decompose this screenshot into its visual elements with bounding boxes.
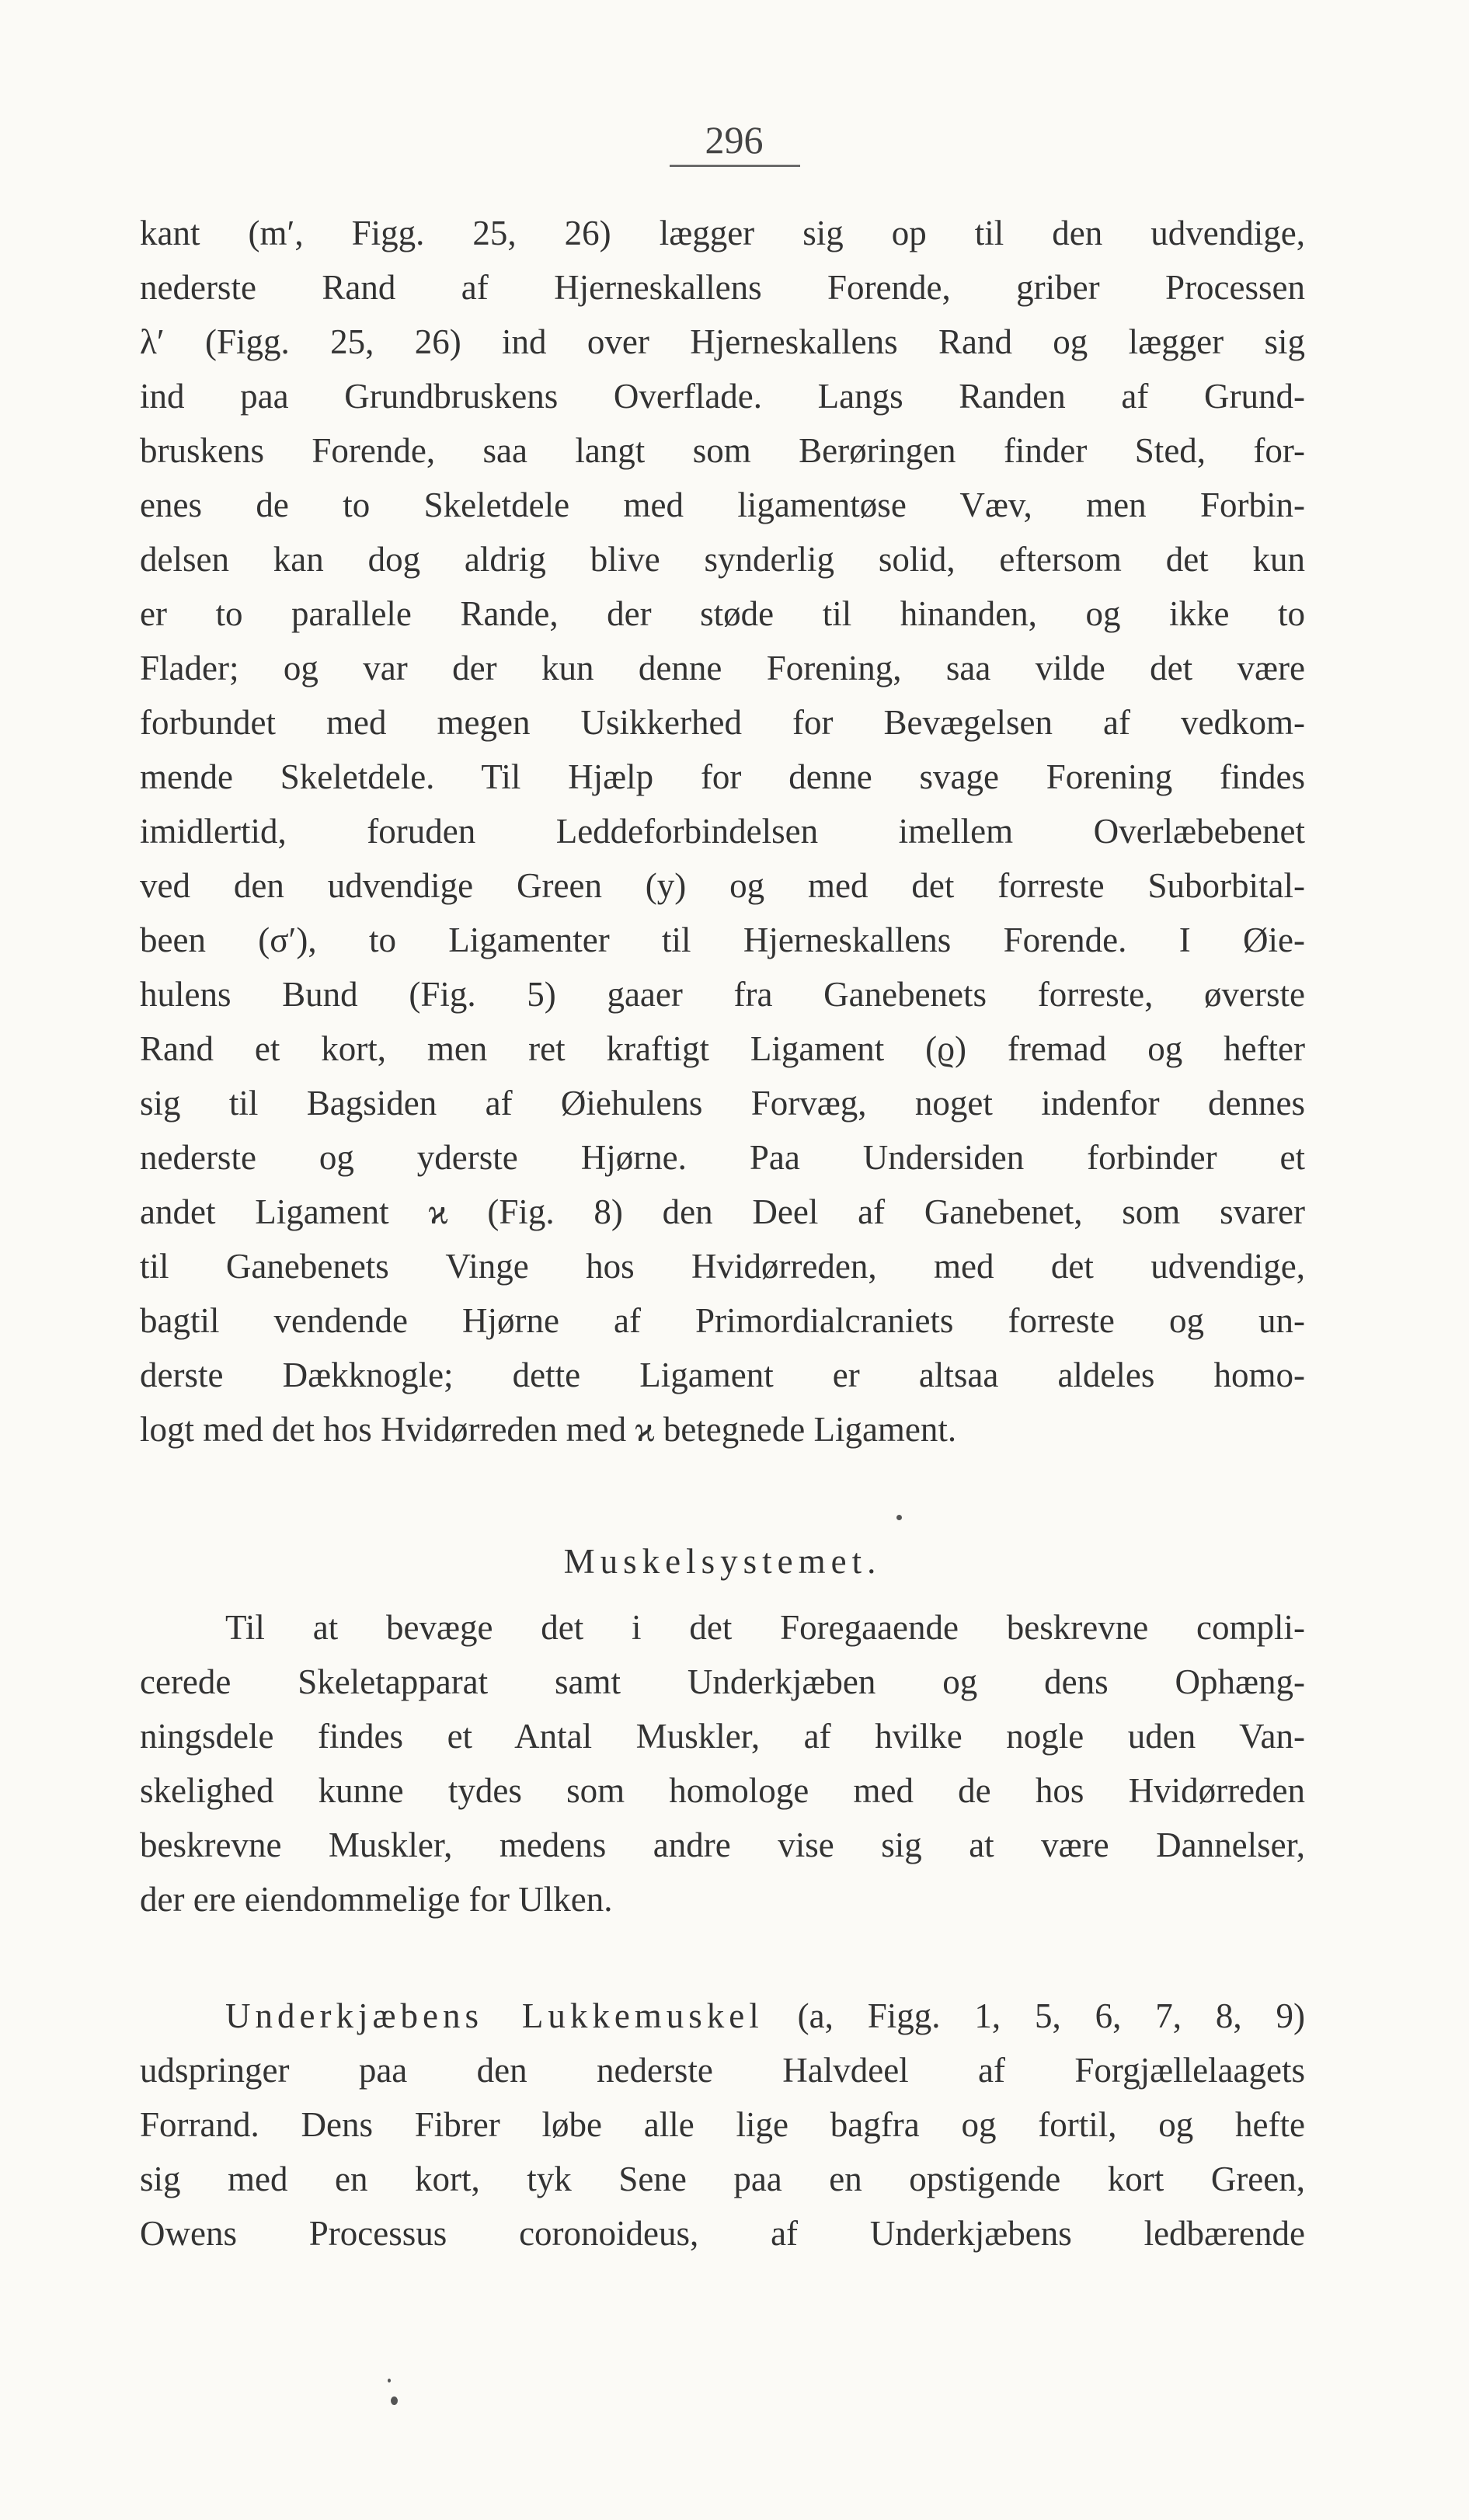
text-line: [225, 1989, 1305, 2043]
page-number: 296: [705, 118, 764, 162]
text-line: bagtil vendende Hjørne af Primordialcraniets forreste og un-: [140, 1301, 1305, 1340]
text-line: bruskens Forende, saa langt som Berøringen finder Sted, for-: [140, 431, 1305, 470]
text-line: ind paa Grundbruskens Overflade. Langs Randen af Grund-: [140, 377, 1305, 416]
text-fragment: (a, Figg. 1, 5, 6, 7, 8, 9): [797, 1996, 1305, 2035]
text-line: nederste Rand af Hjerneskallens Forende, griber Processen: [140, 268, 1305, 307]
text-line: Flader; og var der kun denne Forening, saa vilde det være: [140, 649, 1305, 687]
text-line: er to parallele Rande, der støde til hinanden, og ikke to: [140, 594, 1305, 633]
text-line: ved den udvendige Green (y) og med det forreste Suborbital-: [140, 866, 1305, 905]
text-line: enes de to Skeletdele med ligamentøse Væv, men Forbin-: [140, 486, 1305, 524]
text-line: Owens Processus coronoideus, af Underkjæbens ledbærende: [140, 2214, 1305, 2253]
text-line: derste Dækknogle; dette Ligament er altsaa aldeles homo-: [140, 1356, 1305, 1394]
text-line: sig med en kort, tyk Sene paa en opstigende kort Green,: [140, 2160, 1305, 2198]
text-line: kant (m′, Figg. 25, 26) lægger sig op til den udvendige,: [140, 214, 1305, 252]
section-heading: Muskelsystemet.: [563, 1542, 882, 1581]
text-line: skelighed kunne tydes som homologe med de hos Hvidørreden: [140, 1771, 1305, 1810]
text-line: udspringer paa den nederste Halvdeel af Forgjællelaagets: [140, 2051, 1305, 2090]
text-line: andet Ligament ϰ (Fig. 8) den Deel af Ganebenet, som svarer: [140, 1192, 1305, 1231]
text-line: der ere eiendommelige for Ulken.: [140, 1880, 613, 1919]
text-line: forbundet med megen Usikkerhed for Bevægelsen af vedkom-: [140, 703, 1305, 742]
print-speck: [391, 2396, 398, 2405]
text-line: til Ganebenets Vinge hos Hvidørreden, med det udvendige,: [140, 1247, 1305, 1286]
text-line: ningsdele findes et Antal Muskler, af hvilke nogle uden Van-: [140, 1717, 1305, 1756]
text-line: imidlertid, foruden Leddeforbindelsen imellem Overlæbebenet: [140, 812, 1305, 851]
text-line: been (σ′), to Ligamenter til Hjerneskallens Forende. I Øie-: [140, 921, 1305, 959]
print-speck: [388, 2379, 391, 2383]
text-line: λ′ (Figg. 25, 26) ind over Hjerneskallens Rand og lægger sig: [140, 322, 1305, 361]
text-line: nederste og yderste Hjørne. Paa Undersiden forbinder et: [140, 1138, 1305, 1177]
page-number-underline: [670, 165, 800, 167]
text-line: beskrevne Muskler, medens andre vise sig at være Dannelser,: [140, 1826, 1305, 1864]
text-line: Forrand. Dens Fibrer løbe alle lige bagfra og fortil, og hefte: [140, 2105, 1305, 2144]
spaced-term: Underkjæbens Lukkemuskel: [225, 1996, 764, 2035]
text-line: logt med det hos Hvidørreden med ϰ betegnede Ligament.: [140, 1410, 957, 1449]
text-line: sig til Bagsiden af Øiehulens Forvæg, noget indenfor dennes: [140, 1084, 1305, 1123]
text-line: cerede Skeletapparat samt Underkjæben og dens Ophæng-: [140, 1662, 1305, 1701]
text-line: Til at bevæge det i det Foregaaende beskrevne compli-: [225, 1608, 1305, 1647]
text-line: hulens Bund (Fig. 5) gaaer fra Ganebenets forreste, øverste: [140, 975, 1305, 1014]
print-speck: [896, 1515, 902, 1520]
text-line: Rand et kort, men ret kraftigt Ligament (ϱ) fremad og hefter: [140, 1029, 1305, 1068]
text-line: delsen kan dog aldrig blive synderlig solid, eftersom det kun: [140, 540, 1305, 579]
text-line: mende Skeletdele. Til Hjælp for denne svage Forening findes: [140, 757, 1305, 796]
